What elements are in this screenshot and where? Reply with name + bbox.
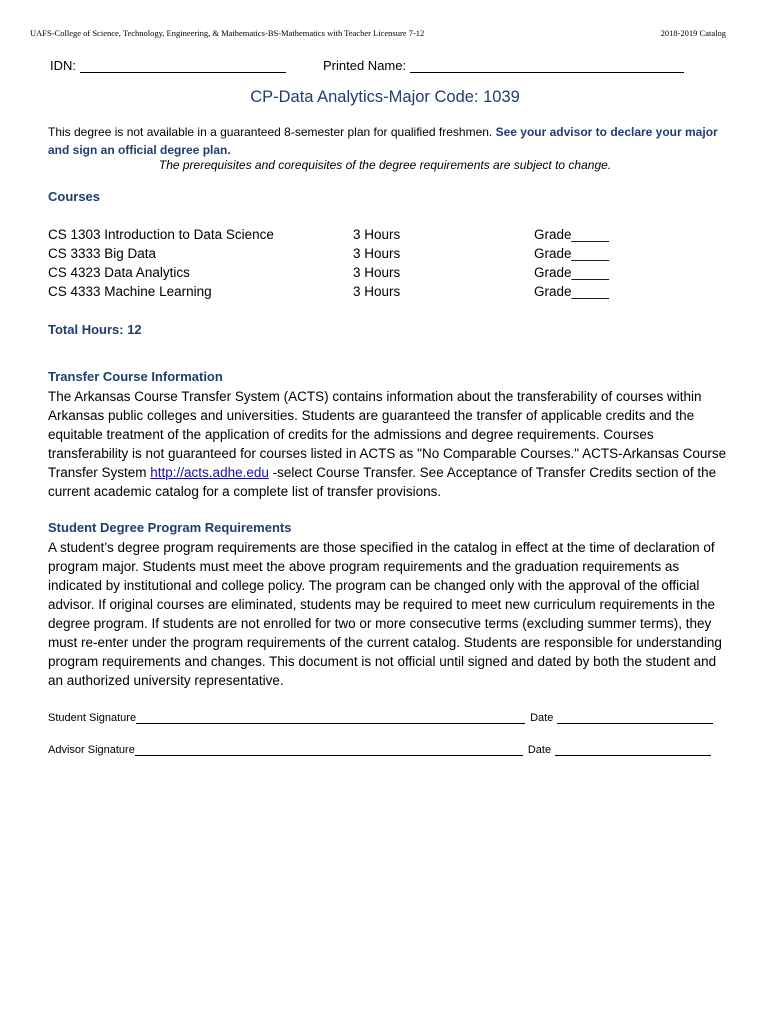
course-name: CS 1303 Introduction to Data Science <box>48 227 274 242</box>
advisor-date-label: Date <box>527 744 552 756</box>
student-date-field[interactable] <box>557 712 713 724</box>
transfer-heading: Transfer Course Information <box>48 369 223 384</box>
course-grade: Grade_____ <box>534 246 610 261</box>
course-row <box>48 265 728 284</box>
advisor-notice: See your advisor to declare your major and sign an official degree plan. <box>48 125 718 157</box>
total-hours: Total Hours: 12 <box>48 322 142 337</box>
courses-heading: Courses <box>48 189 101 204</box>
page-title: CP-Data Analytics-Major Code: 1039 <box>250 88 520 106</box>
acts-link[interactable]: http://acts.adhe.edu <box>150 465 269 480</box>
transfer-paragraph <box>48 387 728 501</box>
prerequisite-note: The prerequisites and corequisites of the degree requirements are subject to change. <box>158 158 612 172</box>
course-hours: 3 Hours <box>353 227 401 242</box>
student-signature-label: Student Signature <box>48 712 137 724</box>
advisor-signature-label: Advisor Signature <box>48 744 135 756</box>
printed-name-row <box>323 58 684 73</box>
course-grade: Grade_____ <box>534 227 610 242</box>
course-row <box>48 246 728 265</box>
course-name: CS 4333 Machine Learning <box>48 284 212 299</box>
requirements-heading: Student Degree Program Requirements <box>48 520 292 535</box>
student-signature-row <box>48 712 728 724</box>
advisor-date-field[interactable] <box>555 744 711 756</box>
idn-label: IDN: <box>50 58 76 73</box>
student-signature-field[interactable] <box>136 712 525 724</box>
header-catalog-year: 2018-2019 Catalog <box>660 28 726 38</box>
printed-name-label: Printed Name: <box>323 58 407 73</box>
idn-field[interactable] <box>80 59 286 73</box>
printed-name-field[interactable] <box>410 59 684 73</box>
course-row <box>48 227 728 246</box>
transfer-text: The Arkansas Course Transfer System (ACTS) contains information about the transferability of courses within Arkansas public colleges and universities. Students are guaranteed the transfer of applicable credits and the equitable treatment of the application of credits for the admissions and degree requirements. Courses transferability is not guaranteed for courses listed in ACTS as "No Comparable Courses." ACTS-Arkansas Course Transfer System <box>48 389 727 480</box>
requirements-paragraph: A student’s degree program requirements are those specified in the catalog in effect at the time of declaration of program major. Students must meet the above program requirements and the graduation requirements as indicated by institutional and college policy. The program can be changed only with the approval of the official advisor. If original courses are eliminated, students may be required to meet new curriculum requirements in the degree program. If students are not enrolled for two or more consecutive terms (excluding summer terms), they must re-enter under the program requirements of the current catalog. Students are responsible for understanding program requirements and changes. This document is not official until signed and dated by both the student and an authorized university representative. <box>48 540 722 688</box>
course-grade: Grade_____ <box>534 284 610 299</box>
transfer-text-end: -select Course Transfer. See Acceptance of Transfer Credits section of the current academic catalog for a complete list of transfer provisions. <box>48 465 717 499</box>
course-name: CS 3333 Big Data <box>48 246 157 261</box>
advisor-signature-row <box>48 744 728 756</box>
course-hours: 3 Hours <box>353 265 401 280</box>
intro-text: This degree is not available in a guaranteed 8-semester plan for qualified freshmen. <box>48 125 493 139</box>
course-hours: 3 Hours <box>353 284 401 299</box>
header-program: UAFS-College of Science, Technology, Engineering, & Mathematics-BS-Mathematics with Teacher Licensure 7-12 <box>30 28 425 38</box>
course-row <box>48 284 728 303</box>
course-hours: 3 Hours <box>353 246 401 261</box>
course-grade: Grade_____ <box>534 265 610 280</box>
student-date-label: Date <box>530 712 554 724</box>
intro-paragraph <box>48 123 728 159</box>
advisor-signature-field[interactable] <box>135 744 523 756</box>
idn-row <box>50 58 286 73</box>
course-name: CS 4323 Data Analytics <box>48 265 190 280</box>
